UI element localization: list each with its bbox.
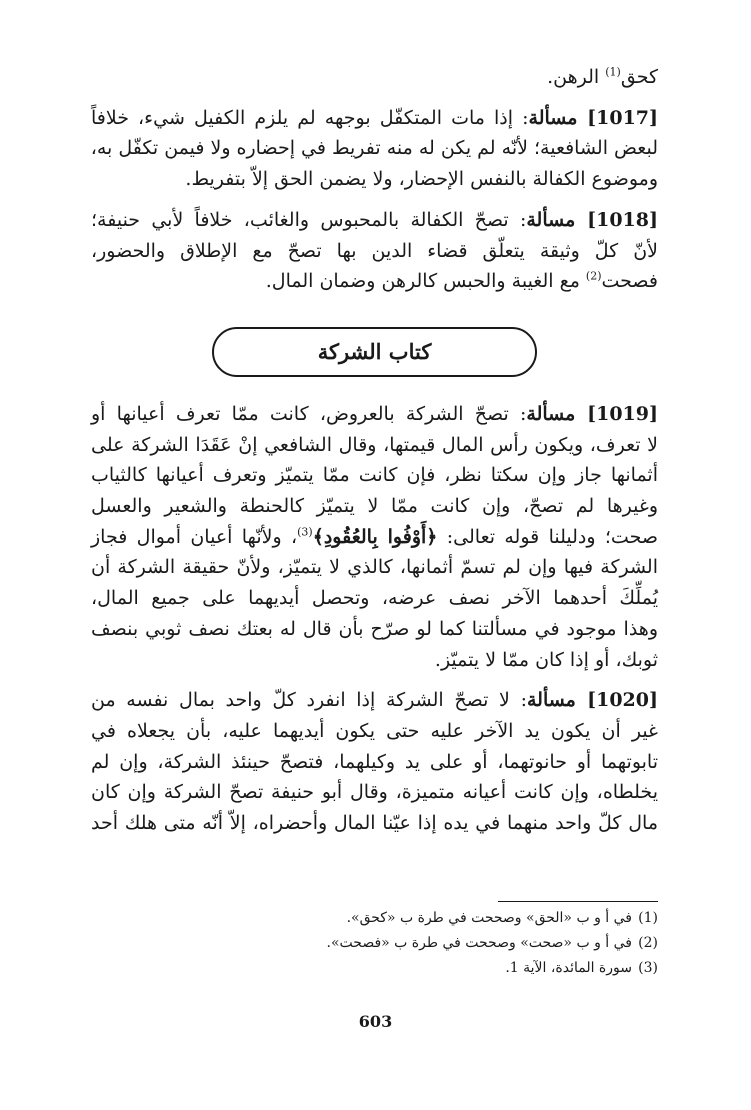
footnote-text: في أ و ب «الحق» وصححت في طرة ب «كحق». xyxy=(346,910,632,926)
issue-1019-line-8: وهذا موجود في مسألتنا كما لو صرّح بأن قال له بعتك نصف ثوبي بنصف xyxy=(91,617,658,640)
intro-line xyxy=(91,62,658,93)
intro-text-end: الرهن. xyxy=(547,66,606,88)
issue-label: مسألة xyxy=(526,402,588,425)
issue-number: [1017] xyxy=(587,106,659,129)
issue-1018-line-1 xyxy=(91,205,658,236)
footnote-text: في أ و ب «صحت» وصححت في طرة ب «فصحت». xyxy=(326,935,632,951)
footnote-ref-3[interactable]: (3) xyxy=(297,525,313,539)
issue-1020-line-2: غير أن يكون يد الآخر عليه حتى يكون أيديهما عليه، بأن يجعلاه في xyxy=(91,719,658,742)
footnotes xyxy=(91,906,658,981)
footnote-3 xyxy=(91,956,658,981)
issue-text: صحت؛ ودليلنا قوله تعالى: xyxy=(437,525,658,548)
issue-text: : تصحّ الكفالة بالمحبوس والغائب، خلافاً لأبي حنيفة؛ xyxy=(91,208,527,231)
issue-1020 xyxy=(91,685,658,839)
issue-1019-line-9: ثوبك، أو إذا كان ممّا لا يتميّز. xyxy=(434,648,658,671)
issue-text-end: مع الغيبة والحبس كالرهن وضمان المال. xyxy=(265,270,586,293)
footnote-divider xyxy=(498,901,658,902)
issue-1018-line-2: لأنّ كلّ وثيقة يتعلّق قضاء الدين بها تصحّ مع الإطلاق والحضور، xyxy=(91,239,658,262)
issue-label: مسألة xyxy=(526,208,588,231)
issue-1018 xyxy=(91,205,658,297)
issue-1019-line-1 xyxy=(91,399,658,430)
footnote-ref-2[interactable]: (2) xyxy=(585,269,602,283)
issue-label: مسألة xyxy=(528,106,588,129)
issue-1018-line-3 xyxy=(91,266,658,297)
issue-1019-line-5 xyxy=(91,522,658,553)
issue-1019-line-4: وغيرها لم تصحّ، وإن كانت ممّا لا يتميّز كالحنطة والشعير والعسل xyxy=(91,495,658,518)
issue-1019-line-2: لا تعرف، ويكون رأس المال قيمتها، وقال الشافعي إنْ عَقَدَا الشركة على xyxy=(91,433,658,456)
issue-1017-line-1 xyxy=(91,103,658,134)
page-number: 603 xyxy=(358,1012,393,1031)
footnote-ref-1[interactable]: (1) xyxy=(605,65,621,79)
footnote-2 xyxy=(91,931,658,956)
issue-text: : إذا مات المتكفّل بوجهه لم يلزم الكفيل شيء، خلافاً xyxy=(91,106,529,129)
chapter-heading-wrap xyxy=(91,327,658,377)
issue-text-end: ، ولأنّها أعيان أموال فجاز xyxy=(91,525,298,548)
issue-label: مسألة xyxy=(526,689,588,712)
issue-number: [1020] xyxy=(587,689,658,712)
issue-1017-line-2: لبعض الشافعية؛ لأنّه لم يكن له منه تفريط في إحضاره ولا فيمن تكفّل به، xyxy=(90,137,658,160)
issue-number: [1018] xyxy=(587,208,658,231)
quran-quote: ﴿أَوْفُوا بِالعُقُودِ﴾ xyxy=(312,525,438,548)
footnote-mark: (1) xyxy=(638,910,658,926)
footnote-mark: (2) xyxy=(638,935,658,951)
issue-1019 xyxy=(91,399,658,675)
issue-1019-line-6: الشركة فيها وإن لم تسمّ أثمانها، كالذي لا يتميّز، ولأنّ حقيقة الشركة أن xyxy=(91,556,658,579)
issue-text: فصحت xyxy=(601,270,658,293)
issue-1017 xyxy=(91,103,658,195)
issue-1020-line-1 xyxy=(91,685,658,716)
issue-1020-line-3: تابوتهما أو حانوتهما، أو على يد وكيلهما، فتصحّ حينئذ الشركة، وإن لم xyxy=(91,750,658,773)
issue-1020-line-5: مال كلّ واحد منهما في يده إذا عيّنا المال وأحضراه، إلاّ أنّه متى هلك أحد xyxy=(91,812,658,835)
issue-text: : تصحّ الشركة بالعروض، كانت ممّا تعرف أعيانها أو xyxy=(91,402,527,425)
issue-1020-line-4: يخلطاه، وإن كانت أعيانه متميزة، وقال أبو حنيفة تصحّ الشركة وإن كان xyxy=(91,781,658,804)
issue-number: [1019] xyxy=(587,402,658,425)
chapter-heading: كتاب الشركة xyxy=(212,327,537,377)
issue-1017-line-3: وموضوع الكفالة بالنفس الإحضار، ولا يضمن الحق إلاّ بتفريط. xyxy=(185,168,658,191)
footnote-1 xyxy=(91,906,658,931)
footnote-mark: (3) xyxy=(638,960,658,976)
footnote-text: سورة المائدة، الآية 1. xyxy=(505,960,632,976)
intro-text: كحق xyxy=(620,66,658,88)
issue-1019-line-7: يُملِّكَ أحدهما الآخر نصف عرضه، وتحصل أيديهما على جميع المال، xyxy=(91,587,658,610)
issue-1019-line-3: أثمانها جاز وإن سكتا نظر، فإن كانت ممّا يتميّز وتعرف أعيانها كالثياب xyxy=(91,464,658,487)
issue-text: : لا تصحّ الشركة إذا انفرد كلّ واحد بمال نفسه من xyxy=(91,689,527,712)
